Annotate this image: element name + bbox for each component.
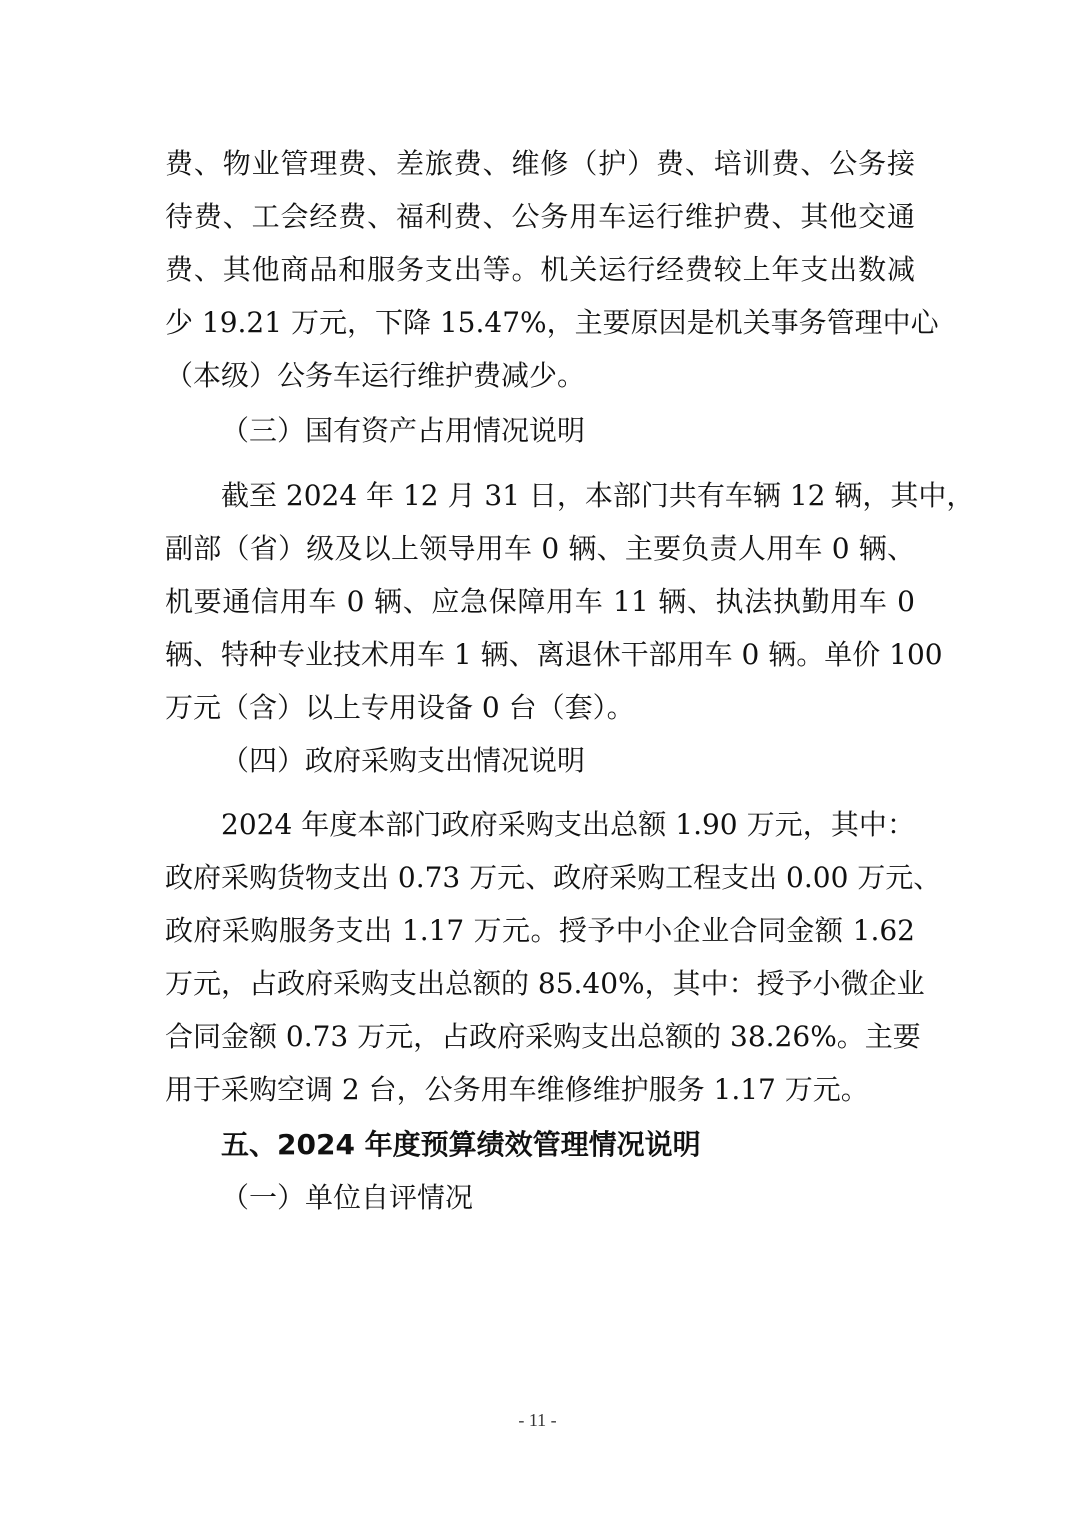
paragraph-line: 2024 年度本部门政府采购支出总额 1.90 万元，其中： bbox=[221, 808, 915, 841]
paragraph-line: 待费、工会经费、福利费、公务用车运行维护费、其他交通 bbox=[165, 200, 915, 233]
paragraph-line: 副部（省）级及以上领导用车 0 辆、主要负责人用车 0 辆、 bbox=[165, 532, 915, 565]
paragraph-line: 政府采购服务支出 1.17 万元。授予中小企业合同金额 1.62 bbox=[165, 914, 915, 947]
paragraph-line: 政府采购货物支出 0.73 万元、政府采购工程支出 0.00 万元、 bbox=[165, 861, 942, 894]
paragraph-line: 机要通信用车 0 辆、应急保障用车 11 辆、执法执勤用车 0 bbox=[165, 585, 915, 618]
paragraph-line: 辆、特种专业技术用车 1 辆、离退休干部用车 0 辆。单价 100 bbox=[165, 638, 943, 671]
paragraph-line: 少 19.21 万元，下降 15.47%，主要原因是机关事务管理中心 bbox=[165, 306, 939, 339]
page-number: - 11 - bbox=[518, 1410, 557, 1430]
section-heading-assets: （三）国有资产占用情况说明 bbox=[221, 414, 586, 447]
section-heading-procurement: （四）政府采购支出情况说明 bbox=[221, 744, 586, 777]
paragraph-line: 万元，占政府采购支出总额的 85.40%，其中：授予小微企业 bbox=[165, 967, 925, 1000]
paragraph-line: 合同金额 0.73 万元，占政府采购支出总额的 38.26%。主要 bbox=[165, 1020, 921, 1053]
paragraph-line: 万元（含）以上专用设备 0 台（套）。 bbox=[165, 691, 635, 724]
paragraph-line: （本级）公务车运行维护费减少。 bbox=[165, 359, 586, 392]
paragraph-line: 费、物业管理费、差旅费、维修（护）费、培训费、公务接 bbox=[165, 147, 915, 180]
section-heading-performance: 五、2024 年度预算绩效管理情况说明 bbox=[221, 1128, 701, 1161]
paragraph-line: 费、其他商品和服务支出等。机关运行经费较上年支出数减 bbox=[165, 253, 915, 286]
paragraph-line: 截至 2024 年 12 月 31 日，本部门共有车辆 12 辆，其中， bbox=[221, 479, 975, 512]
paragraph-line: 用于采购空调 2 台，公务用车维修维护服务 1.17 万元。 bbox=[165, 1073, 869, 1106]
subsection-heading-self-evaluation: （一）单位自评情况 bbox=[221, 1181, 474, 1214]
